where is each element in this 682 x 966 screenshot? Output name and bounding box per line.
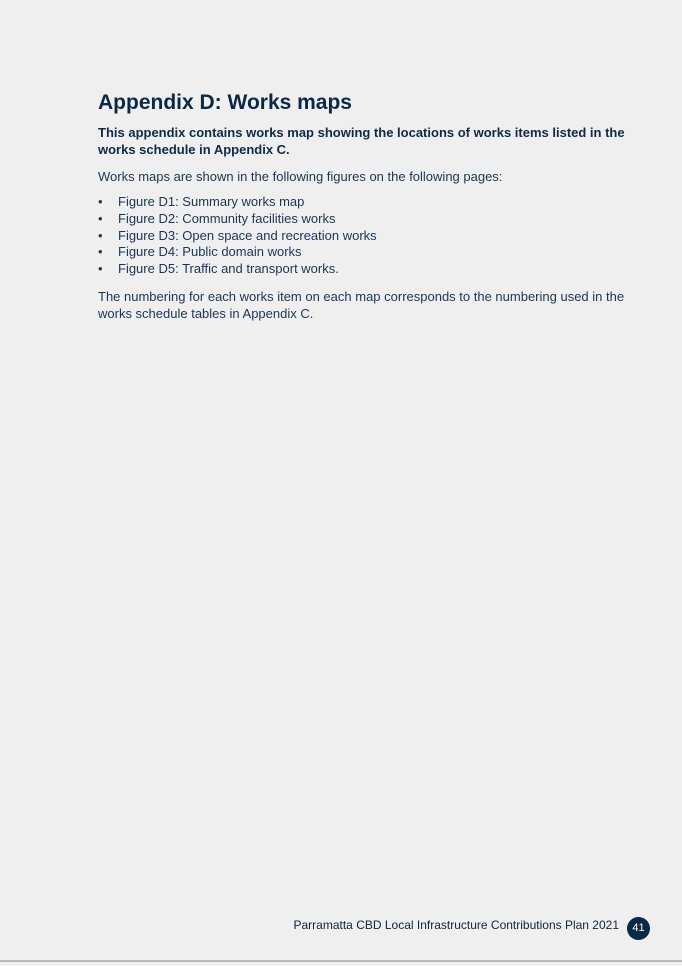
list-item xyxy=(98,261,638,278)
page-number-badge: 41 xyxy=(627,917,650,940)
figure-list xyxy=(98,194,638,278)
list-item xyxy=(98,228,638,245)
lead-paragraph: Works maps are shown in the following figures on the following pages: xyxy=(98,169,503,184)
bullet-icon: • xyxy=(98,210,103,226)
list-item xyxy=(98,211,638,228)
bullet-icon: • xyxy=(98,244,103,260)
bottom-divider xyxy=(0,960,682,962)
footer-document-title: Parramatta CBD Local Infrastructure Contributions Plan 2021 xyxy=(293,918,619,932)
list-item xyxy=(98,194,638,211)
list-item-text: Figure D3: Open space and recreation works xyxy=(118,227,377,243)
list-item xyxy=(98,244,638,261)
bullet-icon: • xyxy=(98,227,103,243)
page-content xyxy=(98,90,638,331)
bullet-icon: • xyxy=(98,194,103,209)
list-item-text: Figure D4: Public domain works xyxy=(118,244,302,260)
closing-paragraph: The numbering for each works item on each map corresponds to the numbering used in the works schedule tables in Appendix C. xyxy=(98,288,625,321)
list-item-text: Figure D1: Summary works map xyxy=(118,194,305,209)
bullet-icon: • xyxy=(98,261,103,277)
list-item-text: Figure D2: Community facilities works xyxy=(118,210,336,226)
list-item-text: Figure D5: Traffic and transport works. xyxy=(118,261,339,277)
page-title: Appendix D: Works maps xyxy=(98,91,352,114)
intro-paragraph: This appendix contains works map showing the locations of works items listed in the works schedule in Appendix C. xyxy=(98,125,625,157)
